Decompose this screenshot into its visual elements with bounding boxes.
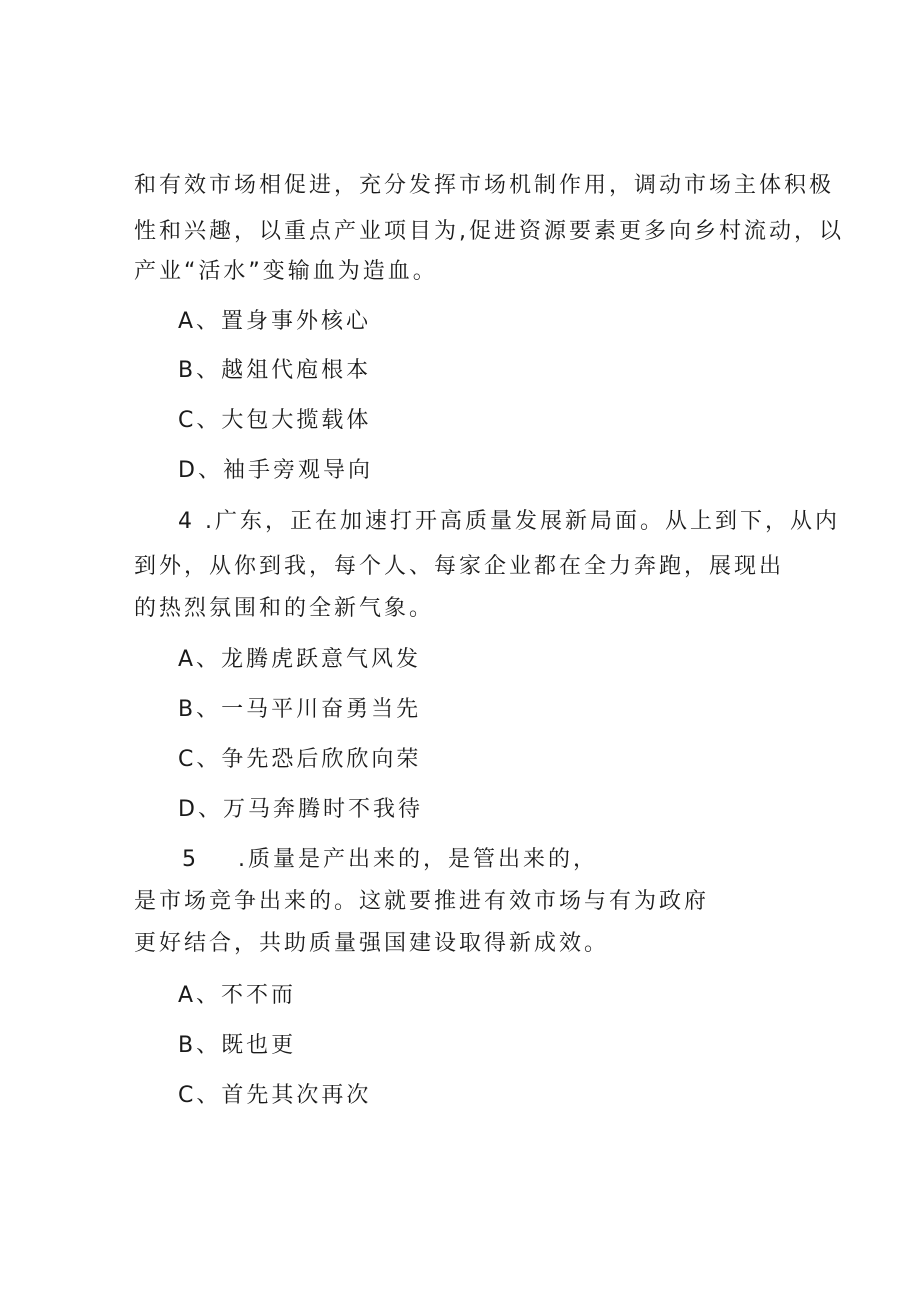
q5-option-c: C、首先其次再次 — [178, 1083, 372, 1108]
q3-text-line: 性和兴趣，以重点产业项目为,促进资源要素更多向乡村流动，以 — [134, 219, 844, 244]
q3-option-c: C、大包大揽载体 — [178, 408, 372, 433]
q4-option-a: A、龙腾虎跃意气风发 — [178, 647, 422, 672]
q5-option-b: B、既也更 — [178, 1033, 297, 1058]
q5-text-line: 更好结合，共助质量强国建设取得新成效。 — [134, 931, 610, 956]
q4-option-c: C、争先恐后欣欣向荣 — [178, 747, 422, 772]
q3-text-line: 和有效市场相促进，充分发挥市场机制作用，调动市场主体积极 — [134, 173, 835, 198]
q5-number: 5 — [182, 847, 199, 872]
q4-text-line: 4 .广东，正在加速打开高质量发展新局面。从上到下，从内 — [178, 509, 840, 534]
q4-option-d: D、万马奔腾时不我待 — [178, 797, 423, 822]
q5-option-a: A、不不而 — [178, 983, 297, 1008]
q5-text-line: 是市场竞争出来的。这就要推进有效市场与有为政府 — [134, 889, 710, 914]
q4-option-b: B、一马平川奋勇当先 — [178, 697, 422, 722]
q3-text-line: 产业“活水”变输血为造血。 — [134, 259, 438, 284]
q4-text-line: 的热烈氛围和的全新气象。 — [134, 596, 435, 621]
q4-text-line: 到外，从你到我，每个人、每家企业都在全力奔跑，展现出 — [134, 554, 785, 579]
q3-option-a: A、置身事外核心 — [178, 309, 372, 334]
q5-text-line: .质量是产出来的，是管出来的， — [238, 847, 598, 872]
q3-option-b: B、越俎代庖根本 — [178, 358, 372, 383]
q3-option-d: D、袖手旁观导向 — [178, 458, 373, 483]
